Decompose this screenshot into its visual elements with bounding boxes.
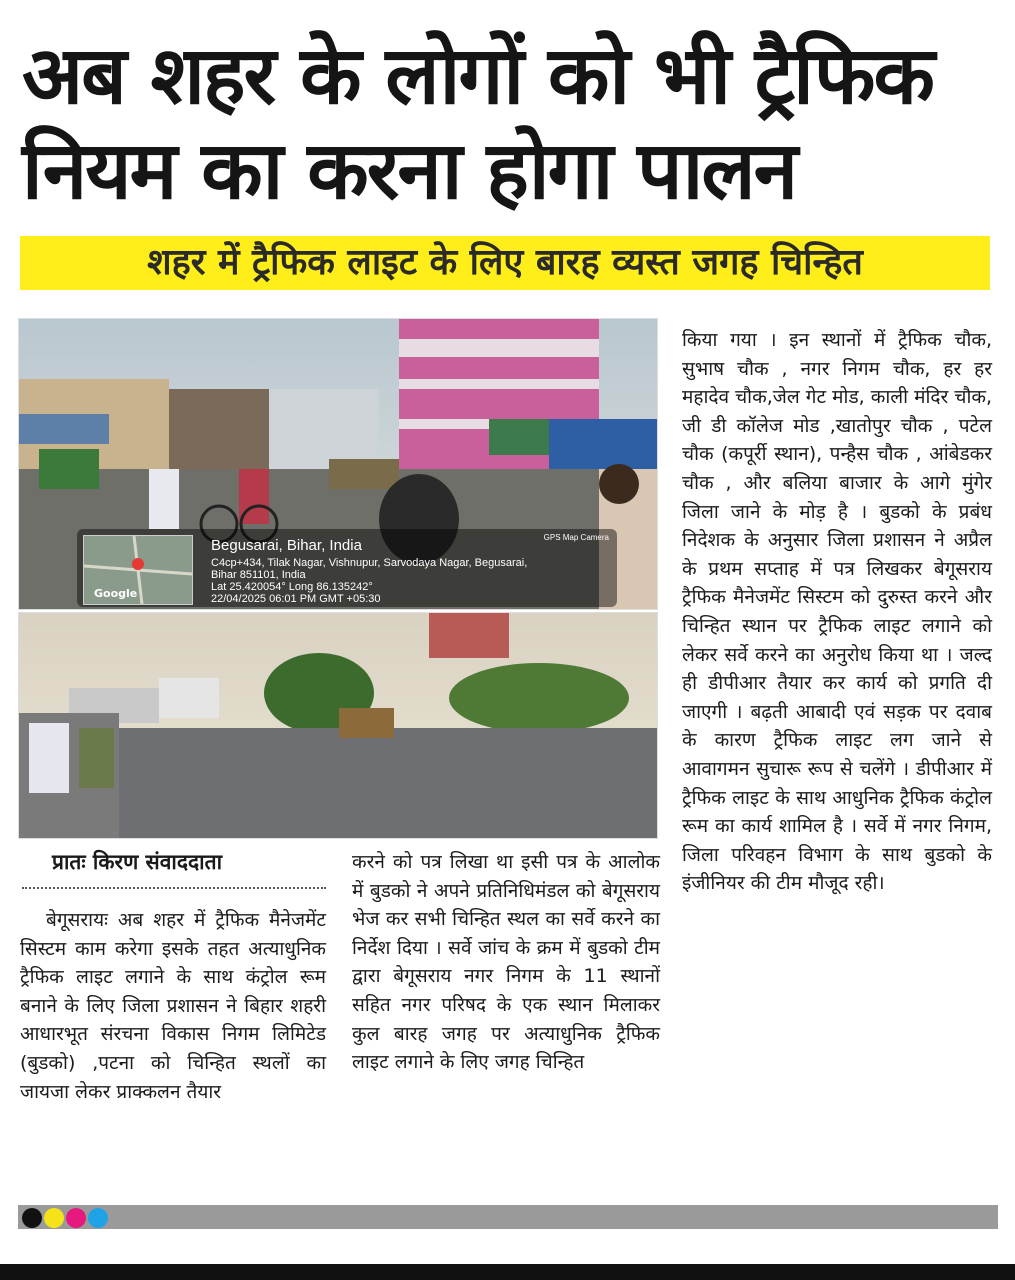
gps-app-label: GPS Map Camera — [543, 533, 609, 542]
gps-address: C4cp+434, Tilak Nagar, Vishnupur, Sarvodaya Nagar, Begusarai, Bihar 851101, India — [211, 557, 528, 581]
google-logo: Google — [94, 587, 138, 600]
gps-coords: Lat 25.420054° Long 86.135242° — [211, 581, 373, 593]
byline-divider — [22, 887, 326, 889]
gps-map-thumbnail — [83, 535, 193, 605]
headline-line-1: अब शहर के लोगों को भी ट्रैफिक — [22, 29, 933, 122]
article-column-right: किया गया । इन स्थानों में ट्रैफिक चौक, सुभाष चौक , नगर निगम चौक, हर हर महादेव चौक,जेल गेट मोड, काली मंदिर चौक, जी डी कॉलेज मोड ,खातोपुर चौक , पटेल चौक (कपूर्री स्थान), पन्हैस चौक , आंबेडकर चौक , और बलिया बाजार के आगे मुंगेर जिला जाने के मोड़ है । बुडको के प्रबंध निदेशक के अनुसार जिला प्रशासन ने अप्रैल के प्रथम सप्ताह में पत्र लिखकर बेगूसराय ट्रैफिक मैनेजमेंट सिस्टम को दुरुस्त करने और चिन्हित स्थान पर ट्रैफिक लाइट लगाने को लेकर सर्वे करने का अनुरोध किया था । जल्द ही डीपीआर तैयार कर कार्य को प्रगति दी जाएगी । बढ़ती आबादी एवं सड़क पर दवाब के कारण ट्रैफिक लाइट लग जाने से आवागमन सुचारू रूप से चलेंगे । डीपीआर में ट्रैफिक लाइट के साथ आधुनिक ट्रैफिक कंट्रोल रूम का कार्य शामिल है । सर्वे में नगर निगम, जिला परिवहन विभाग के साथ बुडको के इंजीनियर की टीम मौजूद रही। — [682, 329, 992, 895]
cyan-swatch — [88, 1208, 108, 1228]
gps-place: Begusarai, Bihar, India — [211, 537, 362, 554]
print-registration-bar — [18, 1205, 998, 1229]
gps-datetime: 22/04/2025 06:01 PM GMT +05:30 — [211, 593, 381, 605]
article-column-left: बेगूसरायः अब शहर में ट्रैफिक मैनेजमेंट सिस्टम काम करेगा इसके तहत अत्याधुनिक ट्रैफिक लाइट लगाने के साथ कंट्रोल रूम बनाने के लिए जिला प्रशासन ने बिहार शहरी आधारभूत संरचना विकास निगम लिमिटेड (बुडको) ,पटना को चिन्हित स्थलों का जायजा लेकर प्राक्कलन तैयार — [20, 909, 326, 1103]
black-swatch — [22, 1208, 42, 1228]
gps-details — [211, 557, 551, 605]
street-photo-1 — [18, 318, 658, 610]
byline: प्रातः किरण संवाददाता — [52, 850, 223, 874]
street-photo-2 — [18, 612, 658, 839]
headline — [22, 28, 997, 218]
article-column-middle: करने को पत्र लिखा था इसी पत्र के आलोक में बुडको ने अपने प्रतिनिधिमंडल को बेगूसराय भेज कर सभी चिन्हित स्थल का सर्वे करने का निर्देश दिया । सर्वे जांच के क्रम में बुडको टीम द्वारा बेगूसराय नगर निगम के 11 स्थानों सहित नगर परिषद के एक स्थान मिलाकर कुल बारह जगह पर अत्याधुनिक ट्रैफिक लाइट लगाने के लिए जगह चिन्हित — [352, 851, 660, 1074]
street-scene-2-image — [19, 613, 657, 838]
yellow-swatch — [44, 1208, 64, 1228]
magenta-swatch — [66, 1208, 86, 1228]
subheadline-bar — [20, 236, 990, 290]
gps-overlay — [77, 529, 617, 607]
subheadline: शहर में ट्रैफिक लाइट के लिए बारह व्यस्त जगह चिन्हित — [147, 242, 863, 283]
headline-line-2: नियम का करना होगा पालन — [22, 124, 796, 217]
bottom-band — [0, 1264, 1015, 1280]
